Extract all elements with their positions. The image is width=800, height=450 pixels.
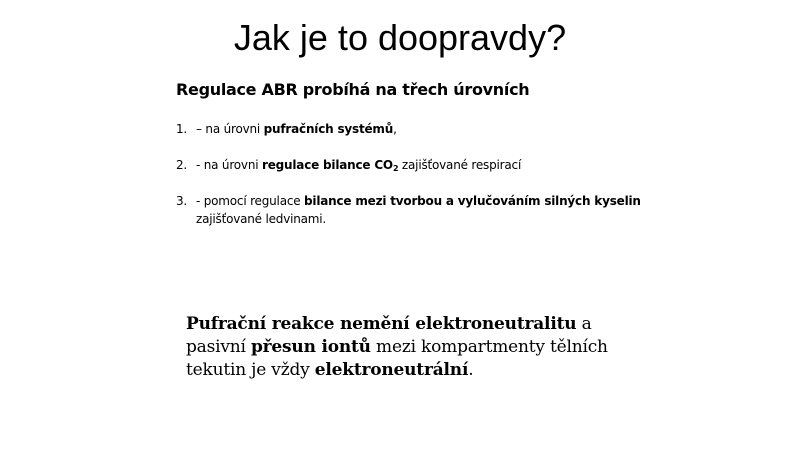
note-bold-3: elektroneutrální	[314, 360, 469, 380]
list-item-bold: pufračních systémů	[263, 122, 394, 136]
note-bold-1: Pufrační reakce nemění elektroneutralitu	[186, 314, 577, 334]
list-item	[176, 156, 666, 174]
list-item-text: – na úrovni	[196, 122, 264, 136]
summary-note	[186, 313, 656, 382]
list-item-text: - pomocí regulace	[196, 194, 305, 208]
list-item-number: 3.	[176, 194, 188, 208]
note-bold-2: přesun iontů	[250, 337, 371, 357]
list-item	[176, 120, 666, 138]
note-text-2: mezi kompartmenty tělních tekutin je vždy	[186, 337, 608, 380]
list-item-text-end: zajišťované ledvinami.	[196, 212, 327, 226]
list-item	[176, 192, 666, 228]
list-item-text-end: zajišťované respirací	[398, 158, 522, 172]
list-item-bold: bilance mezi tvorbou a vylučováním silných kyselin	[304, 194, 641, 208]
list-item-text: - na úrovni	[196, 158, 262, 172]
list-item-subscript: 2	[392, 164, 399, 173]
note-text-3: .	[468, 360, 474, 380]
slide-subtitle: Regulace ABR probíhá na třech úrovních	[176, 80, 530, 99]
note-text-1: a pasivní	[186, 314, 592, 357]
list-item-number: 2.	[176, 158, 188, 172]
list-item-number: 1.	[176, 122, 188, 136]
list-item-text-end: ,	[393, 122, 397, 136]
slide-title: Jak je to doopravdy?	[233, 17, 567, 58]
list-item-bold: regulace bilance CO	[262, 158, 393, 172]
